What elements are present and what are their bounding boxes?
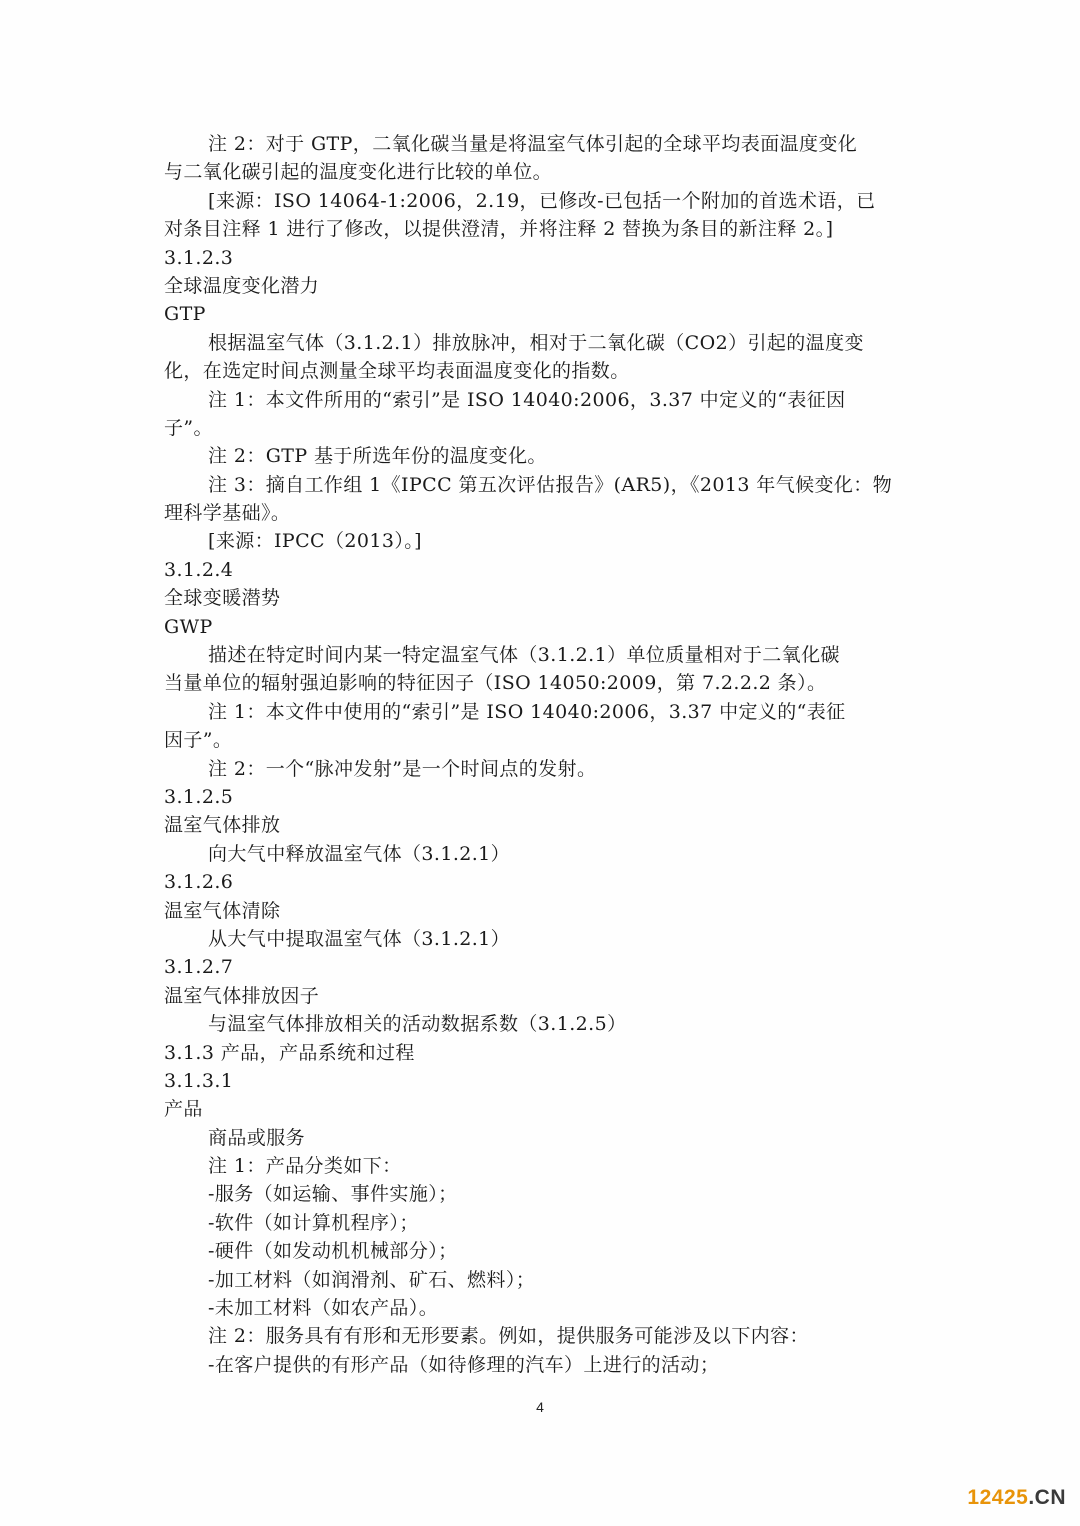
text-line: 注 1：本文件中使用的“索引”是 ISO 14040:2006，3.37 中定义的“表征 <box>208 700 846 723</box>
text-line: -加工材料（如润滑剂、矿石、燃料）； <box>208 1268 536 1291</box>
text-line: 理科学基础》。 <box>164 502 291 525</box>
text-line: 注 1：本文件所用的“索引”是 ISO 14040:2006，3.37 中定义的“表征因 <box>208 388 846 411</box>
text-line: [来源：IPCC（2013）。] <box>208 530 422 553</box>
text-line: 子”。 <box>164 416 213 439</box>
text-line: 3.1.2.6 <box>164 871 234 894</box>
watermark-suffix: CN <box>1034 1486 1066 1509</box>
text-line: 温室气体清除 <box>164 899 281 922</box>
text-line: -未加工材料（如农产品）。 <box>208 1297 439 1320</box>
text-line: 注 2：服务具有有形和无形要素。例如，提供服务可能涉及以下内容： <box>208 1325 809 1348</box>
text-line: 全球温度变化潜力 <box>164 274 320 297</box>
text-line: 与温室气体排放相关的活动数据系数（3.1.2.5） <box>208 1013 627 1036</box>
text-line: 3.1.3.1 <box>164 1069 234 1092</box>
text-line: 注 3：摘自工作组 1《IPCC 第五次评估报告》(AR5)，《2013 年气候变化：物 <box>208 473 893 496</box>
text-line: 对条目注释 1 进行了修改，以提供澄清，并将注释 2 替换为条目的新注释 2。] <box>164 218 834 241</box>
text-line: 3.1.2.4 <box>164 558 234 581</box>
text-line: 注 2：对于 GTP，二氧化碳当量是将温室气体引起的全球平均表面温度变化 <box>208 133 858 155</box>
text-line: 注 2：GTP 基于所选年份的温度变化。 <box>208 445 547 468</box>
text-line: 当量单位的辐射强迫影响的特征因子（ISO 14050:2009，第 7.2.2.2 条）。 <box>164 672 827 695</box>
text-line: [来源：ISO 14064-1:2006，2.19，已修改-已包括一个附加的首选术语，已 <box>208 189 876 212</box>
text-line: 向大气中释放温室气体（3.1.2.1） <box>208 842 511 865</box>
text-line: -在客户提供的有形产品（如待修理的汽车）上进行的活动； <box>208 1353 720 1376</box>
text-line: -硬件（如发动机机械部分）； <box>208 1240 458 1263</box>
text-line: 3.1.2.5 <box>164 785 234 808</box>
watermark-number: 12425 <box>967 1486 1029 1509</box>
text-line: 根据温室气体（3.1.2.1）排放脉冲，相对于二氧化碳（CO2）引起的温度变 <box>208 331 864 354</box>
text-line: 与二氧化碳引起的温度变化进行比较的单位。 <box>164 161 553 184</box>
text-line: 注 2：一个“脉冲发射”是一个时间点的发射。 <box>208 757 597 780</box>
text-line: 商品或服务 <box>208 1126 306 1149</box>
text-line: GWP <box>164 615 213 638</box>
text-line: 3.1.3 产品，产品系统和过程 <box>164 1041 415 1064</box>
text-line: 从大气中提取温室气体（3.1.2.1） <box>208 927 511 950</box>
text-line: 注 1：产品分类如下： <box>208 1155 402 1178</box>
page-number: 4 <box>536 1399 544 1415</box>
text-line: 描述在特定时间内某一特定温室气体（3.1.2.1）单位质量相对于二氧化碳 <box>208 644 840 667</box>
text-line: 3.1.2.7 <box>164 956 234 979</box>
text-line: GTP <box>164 303 206 326</box>
site-watermark <box>967 1486 1066 1510</box>
text-line: 化，在选定时间点测量全球平均表面温度变化的指数。 <box>164 360 630 383</box>
watermark-dot: . <box>1028 1486 1035 1509</box>
text-line: 全球变暖潜势 <box>164 587 281 610</box>
text-line: 因子”。 <box>164 729 233 752</box>
text-line: -软件（如计算机程序）； <box>208 1211 419 1234</box>
text-line: 3.1.2.3 <box>164 246 234 269</box>
text-line: 温室气体排放因子 <box>164 984 320 1007</box>
text-line: 温室气体排放 <box>164 814 281 837</box>
text-line: -服务（如运输、事件实施）； <box>208 1183 458 1206</box>
page-body <box>164 130 920 1379</box>
text-line: 产品 <box>164 1098 203 1121</box>
